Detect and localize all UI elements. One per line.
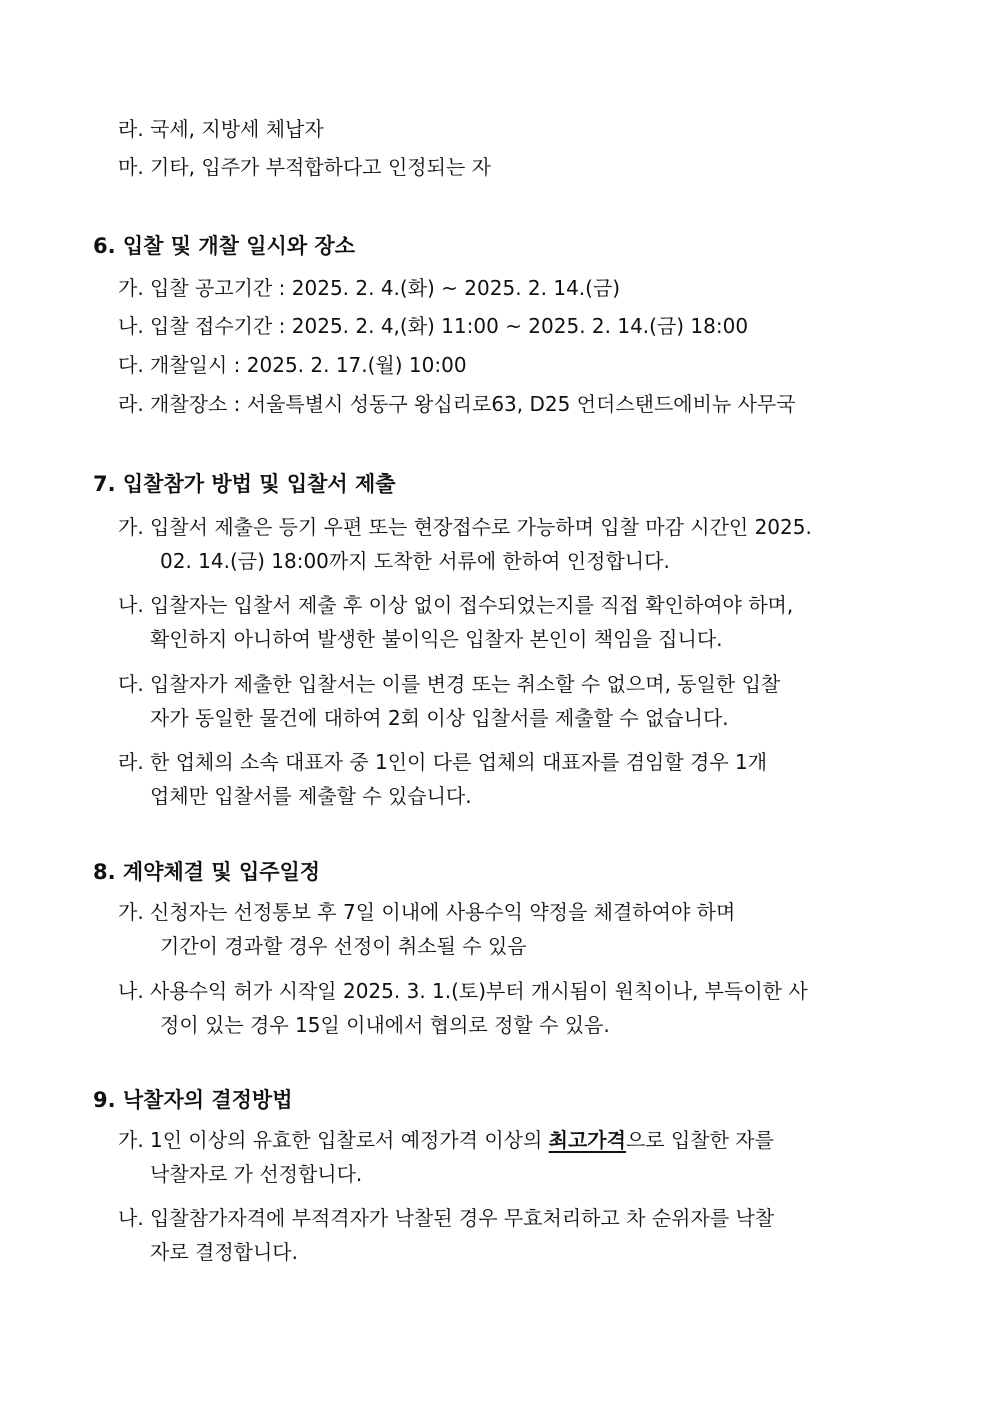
section-7-heading: 7. 입찰참가 방법 및 입찰서 제출 [93, 472, 396, 496]
list-item: 나. 입찰 접수기간 : 2025. 2. 4,(화) 11:00 ~ 2025. 2. 14.(금) 18:00 [118, 314, 749, 338]
list-item-continuation: 기간이 경과할 경우 선정이 취소될 수 있음 [160, 934, 527, 958]
list-item-text: 으로 입찰한 자를 [625, 1128, 774, 1152]
emphasis-text: 최고가격 [548, 1128, 626, 1152]
list-item-continuation: 확인하지 아니하여 발생한 불이익은 입찰자 본인이 책임을 집니다. [150, 627, 723, 651]
list-item [118, 1127, 774, 1153]
list-item: 가. 입찰 공고기간 : 2025. 2. 4.(화) ~ 2025. 2. 14.(금) [118, 276, 621, 300]
list-item-continuation: 자로 결정합니다. [150, 1240, 298, 1264]
section-9-heading: 9. 낙찰자의 결정방법 [93, 1088, 293, 1112]
list-item: 나. 사용수익 허가 시작일 2025. 3. 1.(토)부터 개시됨이 원칙이나, 부득이한 사 [118, 979, 808, 1003]
list-item-text: 가. 1인 이상의 유효한 입찰로서 예정가격 이상의 [118, 1128, 549, 1152]
list-item: 다. 입찰자가 제출한 입찰서는 이를 변경 또는 취소할 수 없으며, 동일한 입찰 [118, 672, 781, 696]
list-item: 라. 개찰장소 : 서울특별시 성동구 왕십리로63, D25 언더스탠드에비뉴 사무국 [118, 392, 796, 416]
list-item-continuation: 자가 동일한 물건에 대하여 2회 이상 입찰서를 제출할 수 없습니다. [150, 706, 729, 730]
list-item: 나. 입찰참가자격에 부적격자가 낙찰된 경우 무효처리하고 차 순위자를 낙찰 [118, 1206, 775, 1230]
list-item: 마. 기타, 입주가 부적합하다고 인정되는 자 [118, 155, 491, 179]
list-item: 라. 국세, 지방세 체납자 [118, 117, 324, 141]
list-item-continuation: 정이 있는 경우 15일 이내에서 협의로 정할 수 있음. [160, 1013, 610, 1037]
section-6-heading: 6. 입찰 및 개찰 일시와 장소 [93, 234, 356, 258]
list-item: 라. 한 업체의 소속 대표자 중 1인이 다른 업체의 대표자를 겸임할 경우 1개 [118, 750, 768, 774]
list-item: 다. 개찰일시 : 2025. 2. 17.(월) 10:00 [118, 353, 467, 377]
list-item-continuation: 02. 14.(금) 18:00까지 도착한 서류에 한하여 인정합니다. [160, 549, 670, 573]
list-item: 가. 신청자는 선정통보 후 7일 이내에 사용수익 약정을 체결하여야 하며 [118, 900, 736, 924]
list-item: 나. 입찰자는 입찰서 제출 후 이상 없이 접수되었는지를 직접 확인하여야 하며, [118, 593, 794, 617]
list-item: 가. 입찰서 제출은 등기 우편 또는 현장접수로 가능하며 입찰 마감 시간인 2025. [118, 515, 812, 539]
section-8-heading: 8. 계약체결 및 입주일정 [93, 860, 321, 884]
list-item-continuation: 낙찰자로 가 선정합니다. [150, 1162, 363, 1186]
list-item-continuation: 업체만 입찰서를 제출할 수 있습니다. [150, 784, 472, 808]
